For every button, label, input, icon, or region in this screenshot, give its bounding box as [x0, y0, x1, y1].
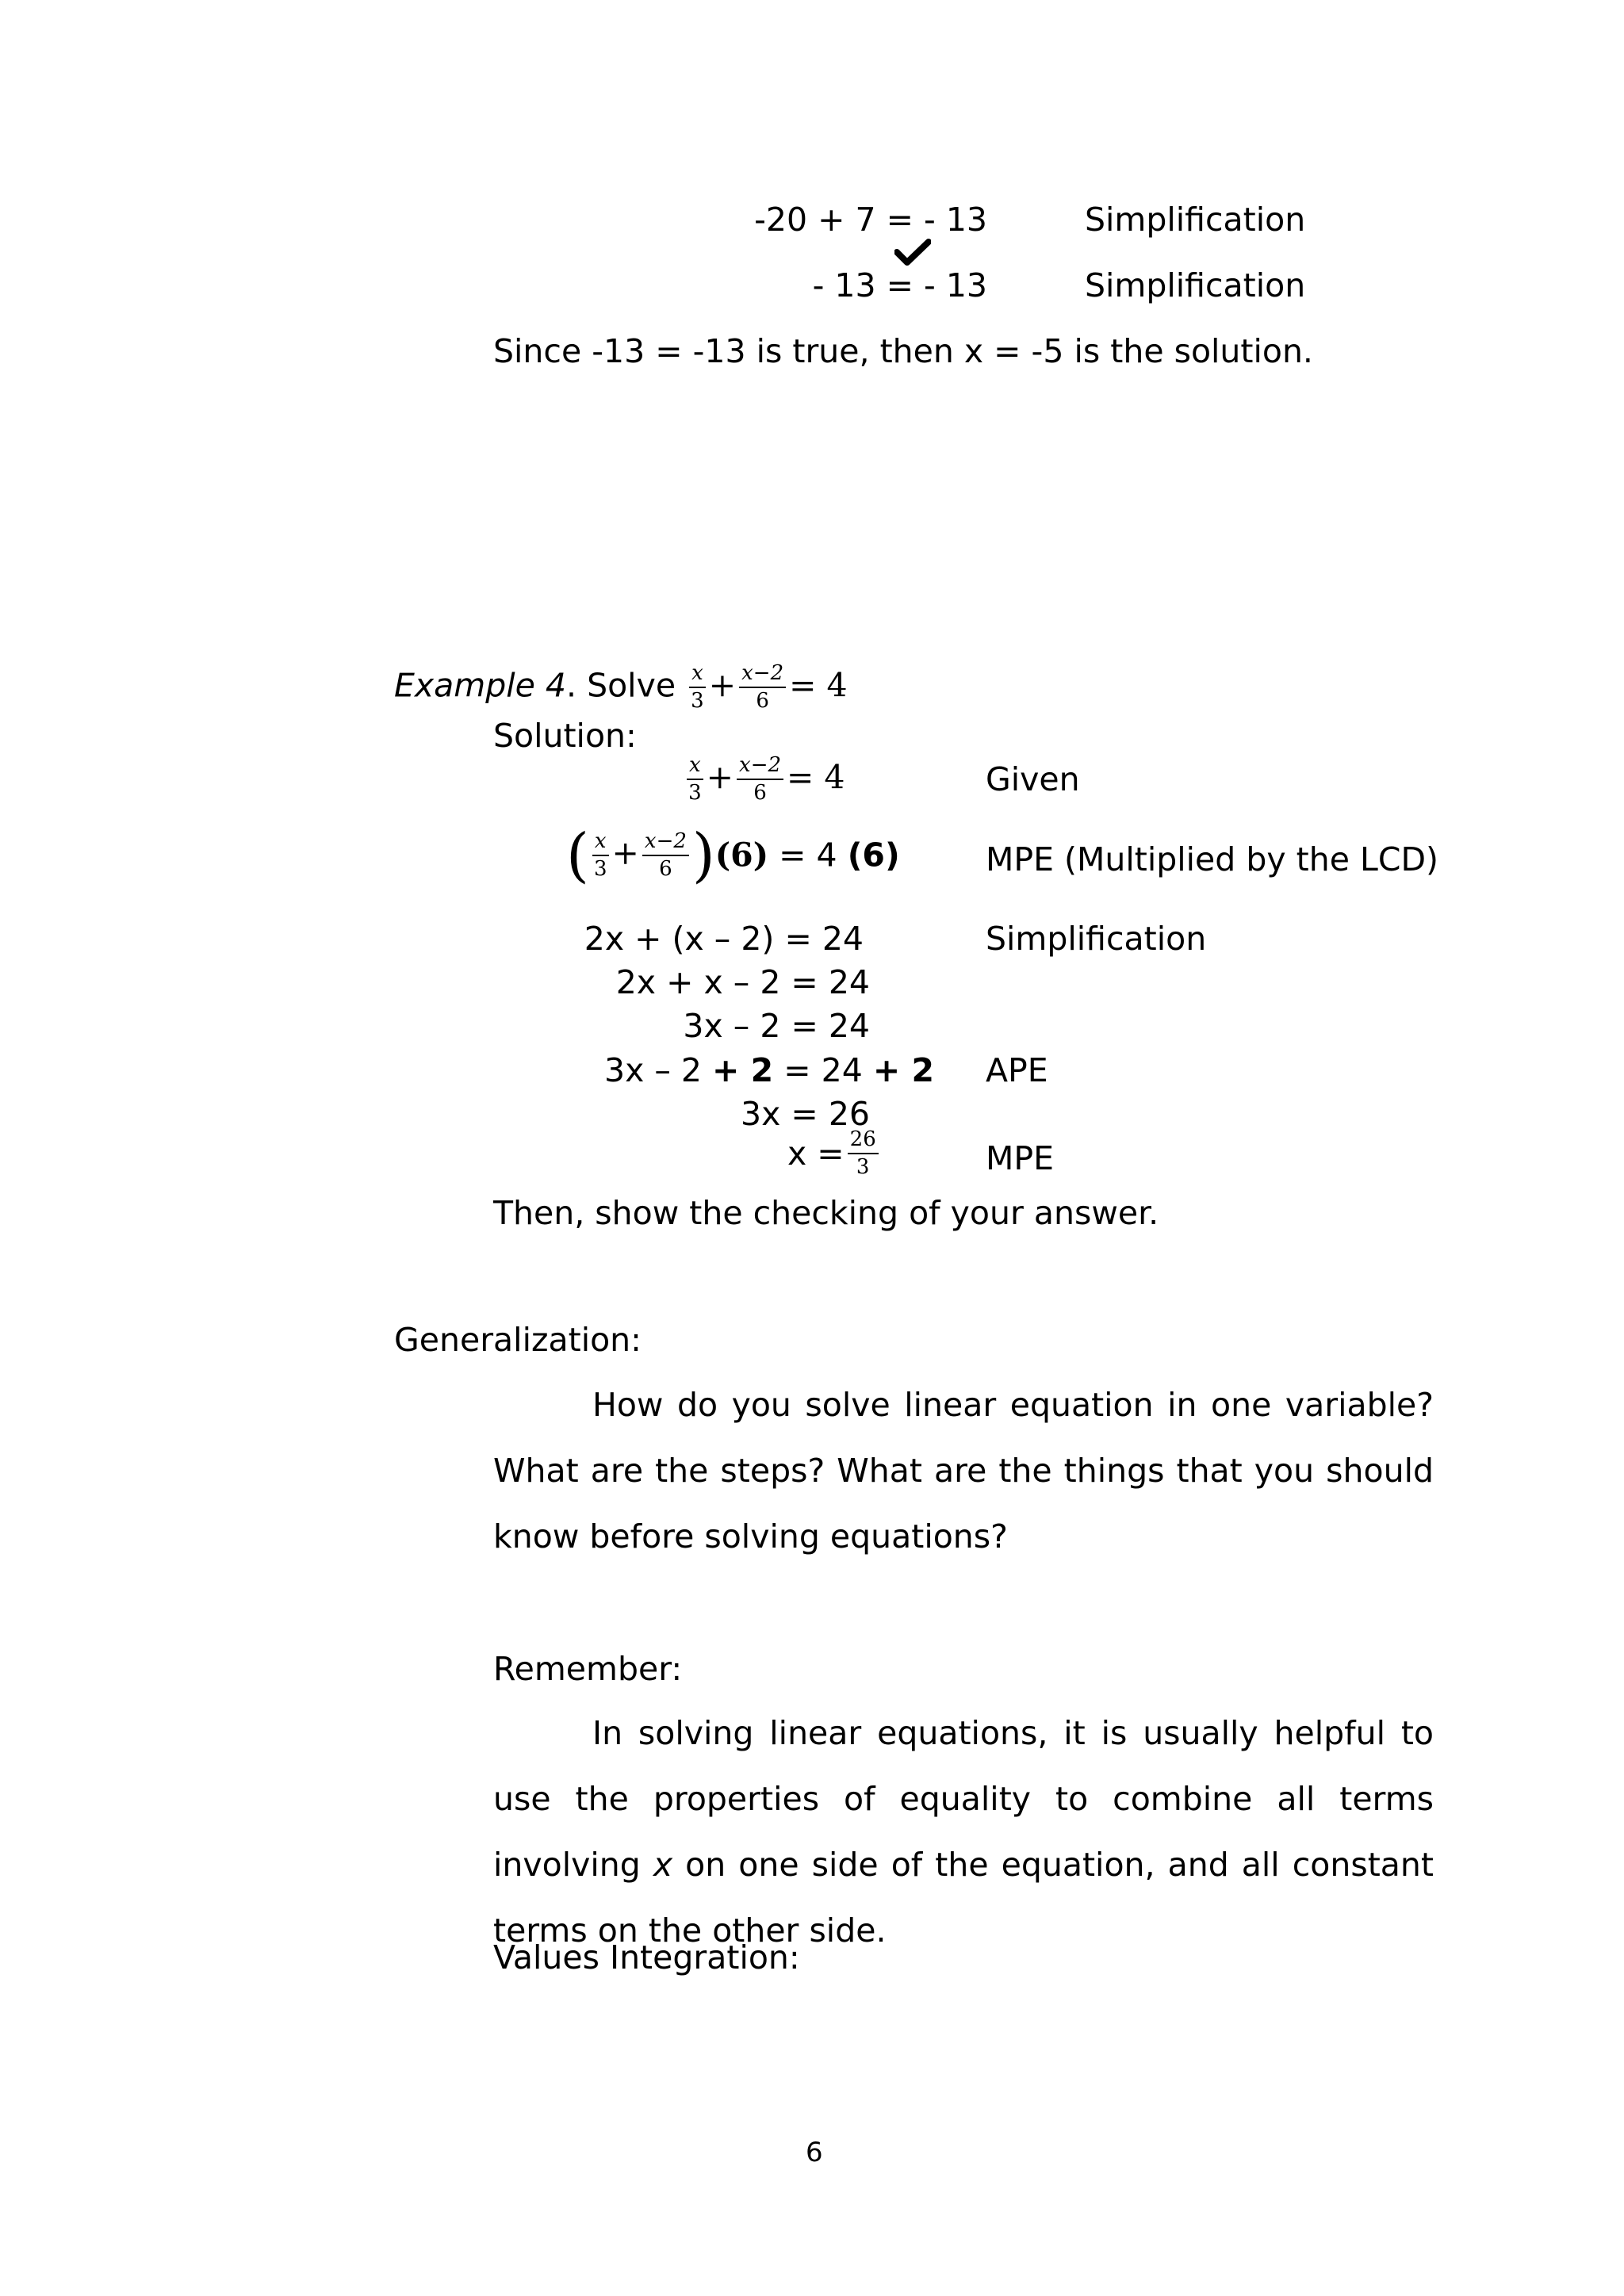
step-combine-expr: 3x – 2 = 24	[683, 1007, 870, 1045]
step-given-equation: $\frac{x}{3}$ + $\frac{x-2}{6}$ = 4	[684, 755, 845, 805]
checkmark-icon	[894, 238, 931, 268]
example-label: Example 4	[394, 666, 566, 705]
step-expand-expr: 2x + x – 2 = 24	[615, 963, 870, 1001]
check-row-1-lhs: -20 + 7 = - 13	[754, 201, 987, 239]
step-solution-expr: x = $\frac{26}{3}$	[787, 1129, 882, 1179]
generalization-heading: Generalization:	[394, 1321, 642, 1359]
step-simplify-note: Simplification	[986, 920, 1207, 958]
step-given-note: Given	[986, 760, 1080, 798]
check-row-2-note: Simplification	[1085, 266, 1306, 304]
remember-heading: Remember:	[493, 1650, 683, 1688]
page-number: 6	[806, 2137, 823, 2168]
check-row-1-note: Simplification	[1085, 201, 1306, 239]
step-ape-note: APE	[986, 1051, 1048, 1089]
fraction-x-over-3: $\frac{x}{3}$	[689, 663, 706, 713]
values-integration-heading: Values Integration:	[493, 1938, 800, 1976]
solution-label: Solution:	[493, 717, 637, 755]
remember-paragraph: In solving linear equations, it is usually helpful to use the properties of equality to combine all terms involving x on one side of the equation, and all constant terms on the other side.	[493, 1714, 1434, 1950]
step-ape-expr: 3x – 2 + 2 = 24 + 2	[603, 1051, 934, 1089]
fraction-x-minus-2-over-6: $\frac{x-2}{6}$	[739, 663, 786, 713]
generalization-paragraph: How do you solve linear equation in one variable? What are the steps? What are the things that you should know before solving equations?	[493, 1386, 1434, 1556]
solve-word: . Solve	[566, 666, 676, 705]
check-conclusion: Since -13 = -13 is true, then x = -5 is the solution.	[493, 332, 1313, 370]
step-solution-note: MPE	[986, 1139, 1055, 1177]
checking-instruction: Then, show the checking of your answer.	[493, 1194, 1159, 1232]
example-4-heading: Example 4. Solve $\frac{x}{3}$ + $\frac{x-2}{6}$ = 4	[394, 661, 848, 714]
check-row-2-lhs: - 13 = - 13	[812, 266, 987, 304]
step-mpe-equation: ( $\frac{x}{3}$ + $\frac{x-2}{6}$ )(6) = 4 (6)	[566, 821, 900, 890]
step-3x-expr: 3x = 26	[741, 1095, 870, 1133]
step-mpe-note: MPE (Multiplied by the LCD)	[986, 840, 1439, 878]
fraction-26-over-3: $\frac{26}{3}$	[848, 1129, 879, 1179]
step-simplify-expr: 2x + (x – 2) = 24	[584, 920, 864, 958]
